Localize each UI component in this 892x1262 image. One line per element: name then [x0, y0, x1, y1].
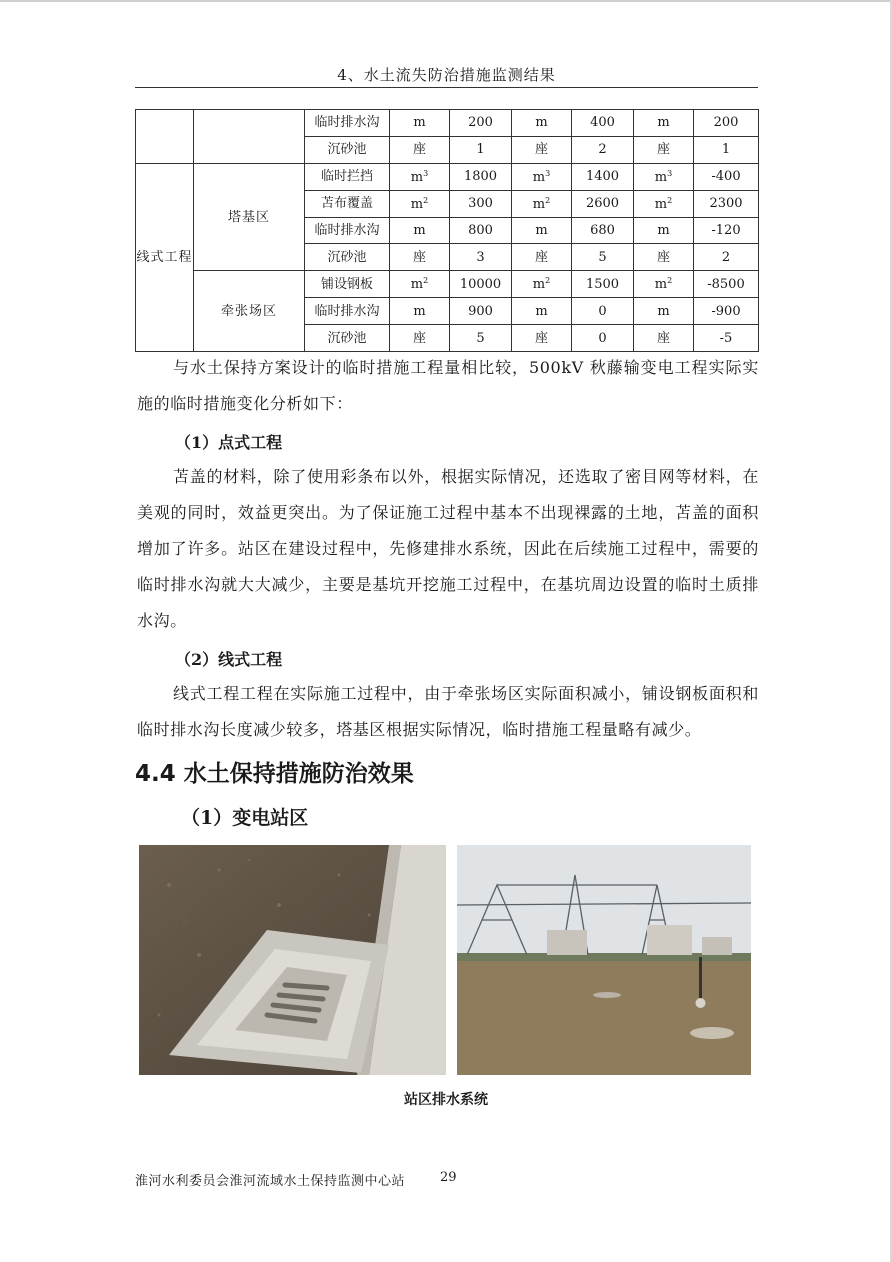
page-number: 29	[440, 1170, 457, 1185]
table-cell-value: 0	[572, 325, 634, 352]
table-cell-value: 900	[450, 298, 512, 325]
table-cell-unit: m	[390, 298, 450, 325]
table-cell-unit: 座	[634, 244, 694, 271]
table-cell-unit: m	[512, 217, 572, 244]
table-cell-unit: $m^2$	[512, 271, 572, 298]
table-cell-value: -8500	[694, 271, 759, 298]
table-cell-value: 5	[572, 244, 634, 271]
table-cell-area: 塔基区	[194, 163, 305, 271]
table-cell-item: 沉砂池	[305, 325, 390, 352]
table-cell-unit: 座	[512, 136, 572, 163]
table-cell-item: 临时排水沟	[305, 217, 390, 244]
table-cell-value: 1500	[572, 271, 634, 298]
table-cell-value: 200	[694, 110, 759, 137]
table-cell-value: 1	[694, 136, 759, 163]
table-cell-value: 3	[450, 244, 512, 271]
table-cell-item: 沉砂池	[305, 136, 390, 163]
substation-site-photo	[457, 845, 751, 1075]
table-cell-unit: $m^2$	[512, 190, 572, 217]
table-cell-unit: 座	[634, 325, 694, 352]
table-cell-value: 1800	[450, 163, 512, 190]
table-cell-unit: 座	[634, 136, 694, 163]
table-cell-value: 800	[450, 217, 512, 244]
table-cell-value: 2300	[694, 190, 759, 217]
table-cell-unit: $m^3$	[512, 163, 572, 190]
table-cell-value: 5	[450, 325, 512, 352]
table-cell-value: -5	[694, 325, 759, 352]
table-cell-value: 10000	[450, 271, 512, 298]
table-cell-item: 苫布覆盖	[305, 190, 390, 217]
table-cell-unit: 座	[390, 325, 450, 352]
table-cell-unit: $m^2$	[390, 271, 450, 298]
table-cell-area	[194, 110, 305, 164]
subheading-point-project: （1）点式工程	[175, 433, 283, 452]
table-cell-unit: m	[634, 217, 694, 244]
table-cell-unit: m	[512, 110, 572, 137]
paragraph-point-project: 苫盖的材料，除了使用彩条布以外，根据实际情况，还选取了密目网等材料，在美观的同时，效益更突出。为了保证施工过程中基本不出现裸露的土地，苫盖的面积增加了许多。站区在建设过程中，先修建排水系统，因此在后续施工过程中，需要的临时排水沟就大大减少，主要是基坑开挖施工过程中，在基坑周边设置的临时土质排水沟。	[137, 467, 759, 630]
table-cell-item: 临时排水沟	[305, 298, 390, 325]
table-cell-value: 1400	[572, 163, 634, 190]
header-rule	[135, 87, 758, 88]
page-top-border	[0, 0, 892, 2]
table-cell-unit: $m^3$	[634, 163, 694, 190]
section-heading: 4.4 水土保持措施防治效果	[135, 761, 414, 787]
table-cell-item: 铺设钢板	[305, 271, 390, 298]
figure-caption: 站区排水系统	[404, 1092, 488, 1108]
table-cell-value: 200	[450, 110, 512, 137]
paragraph-comparison: 与水土保持方案设计的临时措施工程量相比较，500kV 秋藤输变电工程实际实施的临时措施变化分析如下：	[137, 358, 759, 413]
table-cell-unit: m	[634, 110, 694, 137]
table-cell-value: 400	[572, 110, 634, 137]
table-cell-value: -400	[694, 163, 759, 190]
table-cell-unit: m	[390, 217, 450, 244]
table-cell-item: 临时排水沟	[305, 110, 390, 137]
table-cell-value: -900	[694, 298, 759, 325]
table-cell-unit: 座	[390, 136, 450, 163]
table-cell-unit: 座	[390, 244, 450, 271]
table-cell-value: -120	[694, 217, 759, 244]
table-cell-value: 1	[450, 136, 512, 163]
running-header: 4、水土流失防治措施监测结果	[337, 66, 556, 84]
table-cell-unit: 座	[512, 244, 572, 271]
paragraph-line-project: 线式工程工程在实际施工过程中，由于牵张场区实际面积减小，铺设钢板面积和临时排水沟长度减少较多，塔基区根据实际情况，临时措施工程量略有减少。	[137, 684, 759, 739]
table-cell-area: 牵张场区	[194, 271, 305, 352]
table-row	[136, 271, 759, 298]
table-cell-value: 2	[694, 244, 759, 271]
table-cell-unit: m	[390, 110, 450, 137]
table-cell-group: 线式工程	[136, 163, 194, 351]
subheading-line-project: （2）线式工程	[175, 650, 283, 669]
table-cell-item: 临时拦挡	[305, 163, 390, 190]
table-cell-item: 沉砂池	[305, 244, 390, 271]
table-cell-unit: $m^2$	[634, 190, 694, 217]
table-cell-unit: m	[634, 298, 694, 325]
table-cell-value: 0	[572, 298, 634, 325]
table-cell-group	[136, 110, 194, 164]
table-row	[136, 110, 759, 137]
table-cell-value: 2	[572, 136, 634, 163]
table-row	[136, 163, 759, 190]
table-cell-value: 2600	[572, 190, 634, 217]
table-cell-unit: $m^2$	[634, 271, 694, 298]
temporary-measures-table	[135, 109, 759, 352]
table-cell-value: 680	[572, 217, 634, 244]
table-cell-unit: $m^2$	[390, 190, 450, 217]
footer-organization: 淮河水利委员会淮河流域水土保持监测中心站	[135, 1174, 406, 1189]
drainage-grate-photo	[139, 845, 446, 1075]
table-cell-unit: 座	[512, 325, 572, 352]
table-cell-unit: $m^3$	[390, 163, 450, 190]
subsection-heading: （1）变电站区	[181, 807, 309, 829]
table-cell-unit: m	[512, 298, 572, 325]
table-cell-value: 300	[450, 190, 512, 217]
